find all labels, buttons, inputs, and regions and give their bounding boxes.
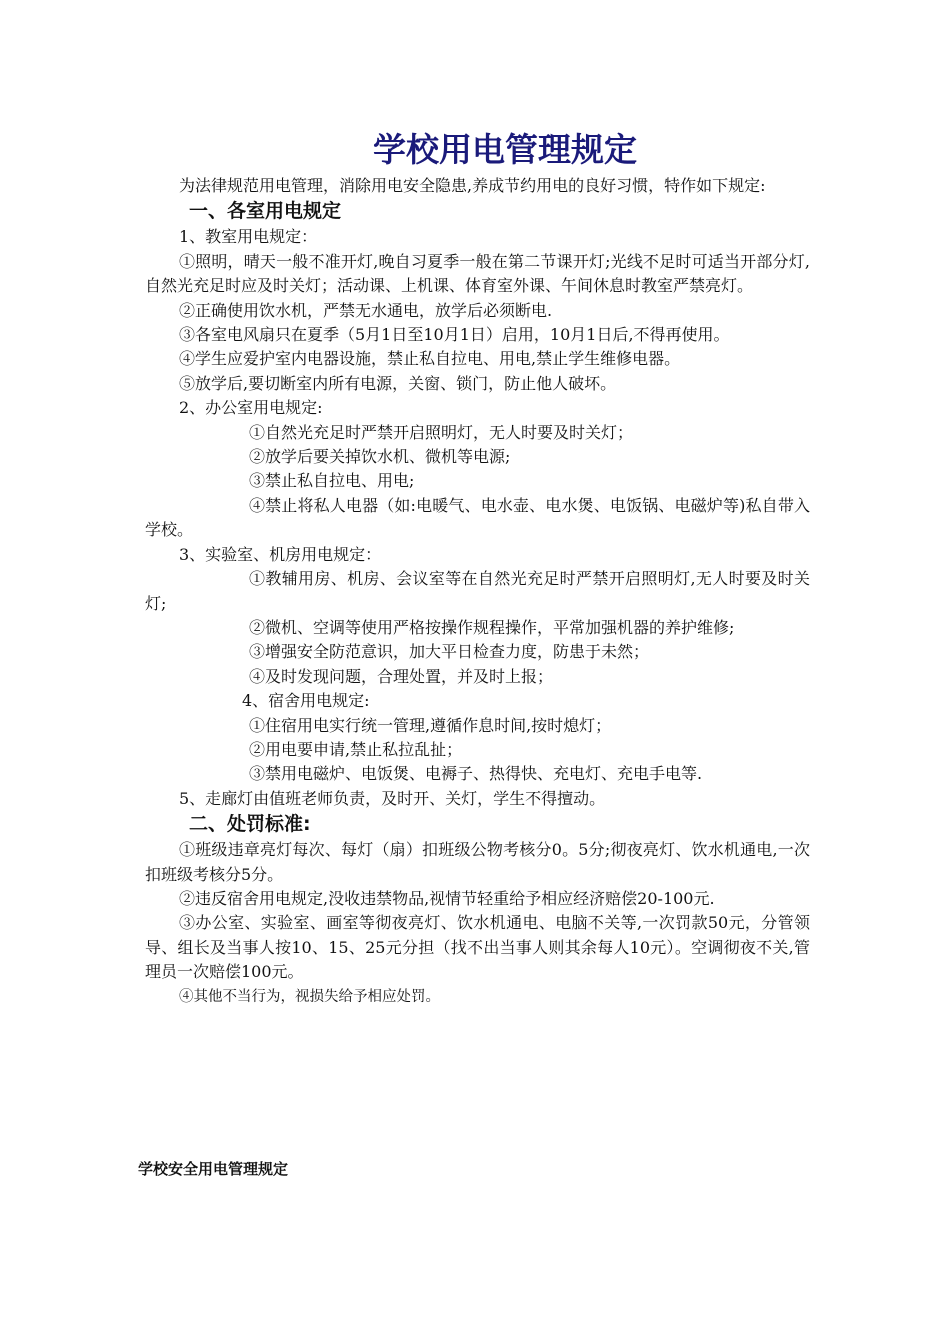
classroom-rule-3: ③各室电风扇只在夏季（5月1日至10月1日）启用，10月1日后,不得再使用。 xyxy=(179,325,730,345)
penalty-2: ②违反宿舍用电规定,没收违禁物品,视情节轻重给予相应经济赔偿20-100元. xyxy=(179,888,715,908)
intro-paragraph: 为法律规范用电管理，消除用电安全隐患,养成节约用电的良好习惯，特作如下规定: xyxy=(179,176,766,195)
dorm-rule-3: ③禁用电磁炉、电饭煲、电褥子、热得快、充电灯、充电手电等. xyxy=(249,764,703,784)
lab-rule-4: ④及时发现问题，合理处置，并及时上报； xyxy=(249,666,554,686)
classroom-rule-2: ②正确使用饮水机，严禁无水通电，放学后必须断电. xyxy=(179,300,553,320)
penalty-4: ④其他不当行为，视损失给予相应处罚。 xyxy=(179,988,440,1005)
office-heading: 2、办公室用电规定: xyxy=(179,398,323,418)
office-rule-2: ②放学后要关掉饮水机、微机等电源; xyxy=(249,447,511,467)
lab-heading: 3、实验室、机房用电规定： xyxy=(179,544,382,564)
corridor-rule: 5、走廊灯由值班老师负责，及时开、关灯，学生不得擅动。 xyxy=(179,788,606,808)
lab-rule-2: ②微机、空调等使用严格按操作规程操作，平常加强机器的养护维修; xyxy=(249,617,735,637)
footer-title: 学校安全用电管理规定 xyxy=(138,1160,289,1178)
classroom-rule-4: ④学生应爱护室内电器设施，禁止私自拉电、用电,禁止学生维修电器。 xyxy=(179,349,681,369)
classroom-heading: 1、教室用电规定： xyxy=(179,227,318,247)
lab-rule-1: ①教辅用房、机房、会议室等在自然光充足时严禁开启照明灯,无人时要及时关灯; xyxy=(145,569,810,613)
section-heading-rooms: 一、各室用电规定 xyxy=(189,200,342,223)
lab-rule-3: ③增强安全防范意识，加大平日检查力度，防患于未然； xyxy=(249,642,650,662)
classroom-rule-5: ⑤放学后,要切断室内所有电源，关窗、锁门，防止他人破坏。 xyxy=(179,373,617,393)
office-rule-3: ③禁止私自拉电、用电; xyxy=(249,471,415,491)
penalty-1: ①班级违章亮灯每次、每灯（扇）扣班级公物考核分0。5分;彻夜亮灯、饮水机通电,一次扣班级考核分5分。 xyxy=(145,840,810,884)
dorm-rule-2: ②用电要申请,禁止私拉乱扯； xyxy=(249,739,463,759)
dorm-heading: 4、宿舍用电规定: xyxy=(242,691,370,711)
penalty-3: ③办公室、实验室、画室等彻夜亮灯、饮水机通电、电脑不关等,一次罚款50元，分管领导、组长及当事人按10、15、25元分担（找不出当事人则其余每人10元）。空调彻夜不关,管理员一次赔偿100元。 xyxy=(145,913,810,982)
office-rule-4: ④禁止将私人电器（如:电暖气、电水壶、电水煲、电饭锅、电磁炉等)私自带入学校。 xyxy=(145,495,810,540)
document-body xyxy=(145,174,810,1009)
section-heading-penalties: 二、处罚标准: xyxy=(189,813,311,836)
document-title: 学校用电管理规定 xyxy=(373,130,637,169)
classroom-rule-1: ①照明，晴天一般不准开灯,晚自习夏季一般在第二节课开灯;光线不足时可适当开部分灯,自然光充足时应及时关灯；活动课、上机课、体育室外课、午间休息时教室严禁亮灯。 xyxy=(145,251,810,296)
dorm-rule-1: ①住宿用电实行统一管理,遵循作息时间,按时熄灯； xyxy=(249,715,612,735)
office-rule-1: ①自然光充足时严禁开启照明灯，无人时要及时关灯； xyxy=(249,422,634,442)
